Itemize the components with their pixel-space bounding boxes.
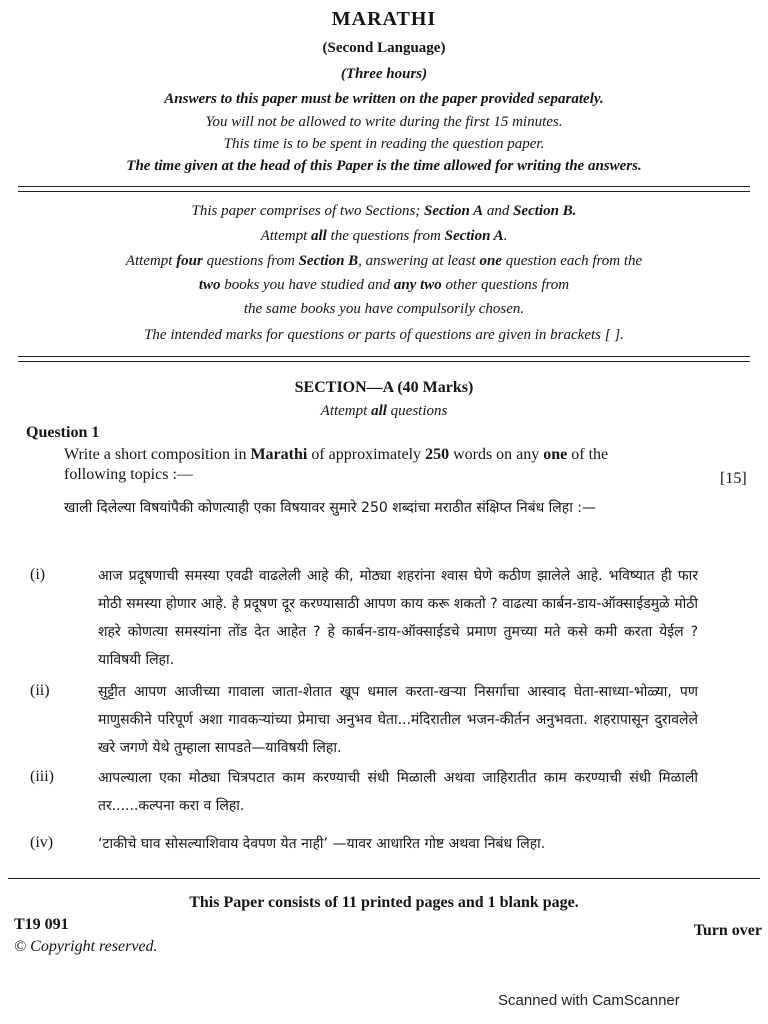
scanner-watermark: Scanned with CamScanner xyxy=(498,992,680,1009)
instruction-line-2: You will not be allowed to write during the first 15 minutes. xyxy=(205,114,563,130)
paper-info-line-4 xyxy=(0,277,768,294)
paper-info-line-3 xyxy=(0,253,768,270)
item-body-3: आपल्याला एका मोठ्या चित्रपटात काम करण्याची संधी मिळाली अथवा जाहिरातीत काम करण्याची संधी मिळाली तर......कल्पना करा व लिहा. xyxy=(98,770,698,814)
footer-divider xyxy=(8,878,760,879)
info-em: all xyxy=(310,228,327,244)
item-body-1: आज प्रदूषणाची समस्या एवढी वाढलेली आहे की, मोठ्या शहरांना श्वास घेणे कठीण झालेले आहे. भविष्यात ही फार मोठी समस्या होणार आहे. हे प्रदूषण दूर करण्यासाठी आपण काय करू शकतो ? वाढत्या कार्बन-डाय-ऑक्साईडमुळे मोठी शहरे कोणत्या समस्यांना तोंड देत आहेत ? हे कार्बन-डाय-ऑक्साईडचे प्रमाण तुमच्या मते कसे कमी करता येईल ? याविषयी लिहा. xyxy=(98,568,698,668)
item-label-2: (ii) xyxy=(30,682,50,699)
item-body-2: सुट्टीत आपण आजीच्या गावाला जाता-शेतात खूप धमाल करता-खऱ्या निसर्गाचा आस्वाद घेता-साध्या-भोळ्या, पण माणुसकीने परिपूर्ण अशा गावकऱ्यांच्या प्रेमाचा अनुभव घेता...मंदिरातील भजन-कीर्तन अनुभवता. शहरापासून दुरावलेले खरे जगणे येथे तुम्हाला सापडते—याविषयी लिहा. xyxy=(98,684,698,756)
instruction-line-4: The time given at the head of this Paper is the time allowed for writing the answers. xyxy=(126,158,642,174)
turn-over: Turn over xyxy=(693,922,762,939)
paper-info-line-1 xyxy=(0,203,768,220)
info-text: Attempt xyxy=(260,228,311,244)
info-text: questions from xyxy=(202,253,299,269)
divider-mid-1 xyxy=(18,356,750,357)
section-heading: SECTION—A (40 Marks) xyxy=(294,379,474,396)
info-text: This paper comprises of two Sections; xyxy=(191,203,425,219)
instruction-line-1: Answers to this paper must be written on the paper provided separately. xyxy=(164,91,604,107)
item-label-1: (i) xyxy=(30,566,46,583)
divider-top-1 xyxy=(18,186,750,187)
prompt-em: one xyxy=(543,446,568,463)
sub-text: questions xyxy=(386,403,448,419)
info-em: any two xyxy=(393,277,442,293)
sub-em: all xyxy=(371,403,387,419)
instruction-line-3: This time is to be spent in reading the question paper. xyxy=(223,136,545,152)
question-prompt-line-1 xyxy=(64,446,704,464)
question-marks: [15] xyxy=(720,470,747,487)
section-subheading xyxy=(0,403,768,420)
prompt-em: 250 xyxy=(425,446,450,463)
info-text: and xyxy=(483,203,514,219)
question-prompt-line-2: following topics :— xyxy=(64,466,193,483)
copyright: © Copyright reserved. xyxy=(14,938,158,955)
prompt-text: of approximately xyxy=(307,446,426,463)
item-label-4: (iv) xyxy=(30,834,54,851)
info-text: books you have studied and xyxy=(220,277,394,293)
paper-title: MARATHI xyxy=(331,8,437,30)
prompt-em: Marathi xyxy=(250,446,308,463)
divider-top-2 xyxy=(18,191,750,192)
info-em: Section B. xyxy=(513,203,577,219)
paper-info-line-2 xyxy=(0,228,768,245)
prompt-text: of the xyxy=(567,446,609,463)
info-em: one xyxy=(479,253,502,269)
item-label-3: (iii) xyxy=(30,768,54,785)
info-text: , answering at least xyxy=(358,253,480,269)
info-em: Section A xyxy=(444,228,504,244)
info-em: Section A xyxy=(424,203,484,219)
paper-code: T19 091 xyxy=(14,916,69,933)
pages-note: This Paper consists of 11 printed pages and 1 blank page. xyxy=(189,894,579,911)
info-text: the questions from xyxy=(326,228,445,244)
info-text: question each from the xyxy=(501,253,643,269)
prompt-text: words on any xyxy=(449,446,544,463)
sub-text: Attempt xyxy=(320,403,372,419)
paper-info-line-6: The intended marks for questions or parts of questions are given in brackets [ ]. xyxy=(144,327,624,343)
paper-duration: (Three hours) xyxy=(340,66,428,82)
info-em: two xyxy=(198,277,221,293)
info-em: Section B xyxy=(298,253,359,269)
info-text: other questions from xyxy=(441,277,570,293)
info-text: Attempt xyxy=(125,253,177,269)
info-em: four xyxy=(176,253,203,269)
info-text: . xyxy=(503,228,508,244)
question-label: Question 1 xyxy=(26,424,100,441)
paper-subtitle: (Second Language) xyxy=(322,40,446,56)
item-body-4: ‘टाकीचे घाव सोसल्याशिवाय देवपण येत नाही’ —यावर आधारित गोष्ट अथवा निबंध लिहा. xyxy=(98,836,546,852)
marathi-intro: खाली दिलेल्या विषयांपैकी कोणत्याही एका विषयावर सुमारे 250 शब्दांचा मराठीत संक्षिप्त निबंध लिहा :— xyxy=(64,500,597,516)
paper-info-line-5: the same books you have compulsorily chosen. xyxy=(243,301,525,317)
divider-mid-2 xyxy=(18,361,750,362)
prompt-text: Write a short composition in xyxy=(64,446,251,463)
